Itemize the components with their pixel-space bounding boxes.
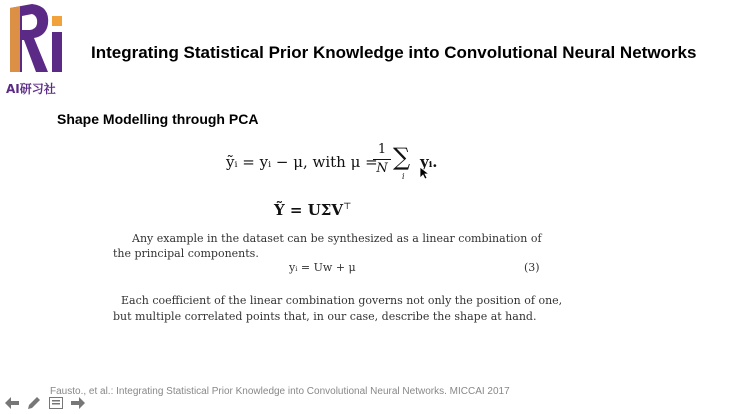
sum-symbol: ∑ (393, 143, 411, 171)
fraction-denominator: N (376, 161, 388, 176)
equation1-lhs: ỹᵢ = yᵢ − μ, with μ = (226, 153, 378, 171)
arrow-right-icon[interactable] (70, 395, 86, 411)
slides-icon[interactable] (48, 395, 64, 411)
equation-reconstruction: yᵢ = Uw + μ (289, 261, 356, 274)
section-heading: Shape Modelling through PCA (57, 111, 259, 127)
arrow-left-icon[interactable] (4, 395, 20, 411)
ri-logo-icon (6, 2, 66, 82)
fraction-numerator: 1 (377, 142, 387, 157)
citation-footer: Fausto., et al.: Integrating Statistical Prior Knowledge into Convolutional Neural Networks. MICCAI 2017 (50, 386, 510, 397)
equation1-fraction (373, 142, 391, 177)
presentation-toolbar (4, 395, 86, 411)
slide-title: Integrating Statistical Prior Knowledge into Convolutional Neural Networks (91, 43, 697, 62)
paragraph1-line1: Any example in the dataset can be synthesized as a linear combination of (132, 232, 542, 245)
equation2-transpose: ⊤ (343, 202, 352, 212)
paragraph1-line2: the principal components. (113, 247, 259, 260)
equation2-body: Ỹ = UΣV (274, 201, 344, 219)
paragraph2-line1: Each coefficient of the linear combination governs not only the position of one, (121, 294, 563, 307)
equation-number: (3) (524, 261, 540, 274)
equation-svd (274, 201, 352, 219)
sum-index: i (402, 172, 405, 181)
logo-text: AI研习社 (6, 82, 56, 96)
equation1-rhs: yᵢ. (420, 153, 438, 171)
paragraph2-line2: but multiple correlated points that, in our case, describe the shape at hand. (113, 310, 537, 323)
pen-icon[interactable] (26, 395, 42, 411)
mouse-cursor-icon (419, 166, 429, 180)
fraction-bar (373, 159, 391, 160)
